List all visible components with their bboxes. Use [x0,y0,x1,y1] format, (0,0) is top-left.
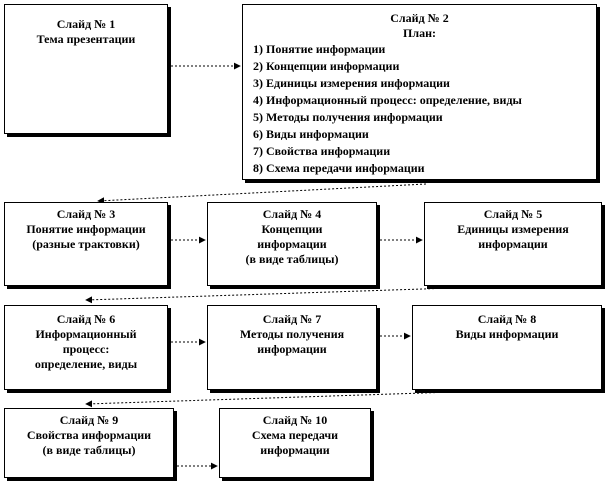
slide-box-7 [207,305,377,390]
slide-text: Информационный [35,327,137,341]
plan-item: 6) Виды информации [253,127,369,141]
plan-item: 7) Свойства информации [253,144,391,158]
slide-text: процесс: [62,342,110,356]
slide-text: информации [260,443,330,457]
slide-text: Схема передачи [251,428,339,442]
slide-box-8 [412,305,602,390]
slide-text: Свойства информации [26,428,152,442]
plan-list [243,41,596,177]
arrow-slide2-to-slide3 [98,184,426,201]
slide-title: Слайд № 4 [262,207,322,221]
slide-title: Слайд № 1 [56,17,116,31]
plan-item: 8) Схема передачи информации [253,161,425,175]
slide-box-6 [4,305,168,390]
plan-item: 5) Методы получения информации [253,110,443,124]
slide-box-5 [424,202,602,286]
slide-title: Слайд № 9 [59,413,119,427]
slide-text: (в виде таблицы) [245,252,339,266]
plan-heading: План: [403,26,436,40]
slide-text: информации [257,342,327,356]
slide-text: информации [257,237,327,251]
slide-box-4 [207,202,377,286]
slide-text: Понятие информации [26,222,146,236]
slide-text: определение, виды [34,357,138,371]
slide-box-9 [4,408,174,478]
slide-text: Тема презентации [36,32,136,46]
slide-text: информации [478,237,548,251]
slide-text: Методы получения [239,327,345,341]
slide-text: (в виде таблицы) [42,443,136,457]
slide-box-10 [219,408,371,478]
slide-box-3 [4,202,168,286]
slide-text: Единицы измерения [457,222,569,236]
slide-title: Слайд № 5 [483,207,543,221]
arrow-slide5-to-slide6 [86,286,514,300]
plan-item: 3) Единицы измерения информации [253,76,450,90]
slide-title: Слайд № 2 [390,11,449,25]
slide-title: Слайд № 10 [262,413,328,427]
plan-item: 1) Понятие информации [253,42,386,56]
slide-title: Слайд № 8 [477,312,537,326]
plan-item: 2) Концепции информации [253,59,400,73]
slide-text: Концепции [261,222,323,236]
plan-item: 4) Информационный процесс: определение, виды [253,93,522,107]
slide-box-2 [242,4,597,180]
slide-text: (разные трактовки) [32,237,140,251]
slide-title: Слайд № 3 [56,207,116,221]
arrow-slide8-to-slide9 [86,390,515,404]
slide-box-1 [4,4,168,134]
slide-text: Виды информации [455,327,559,341]
slide-title: Слайд № 6 [56,312,116,326]
slide-title: Слайд № 7 [262,312,322,326]
